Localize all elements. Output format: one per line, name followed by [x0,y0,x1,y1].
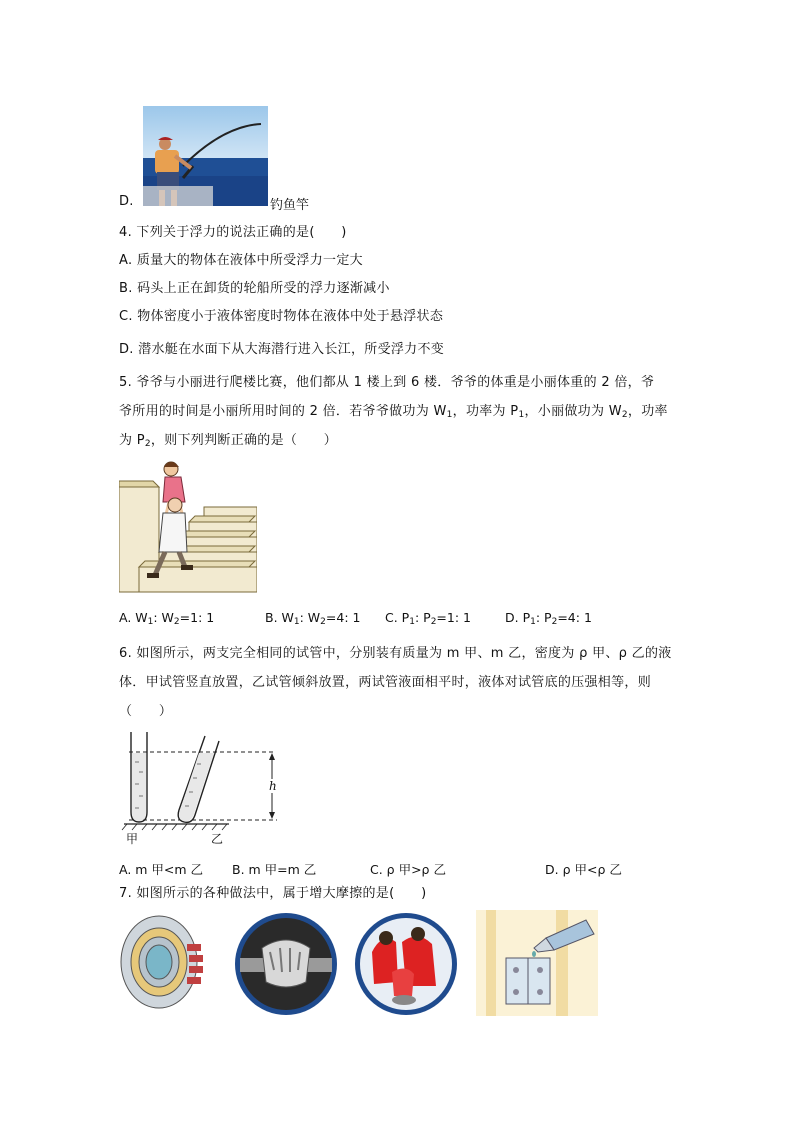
q6-stem-line2: 体．甲试管竖直放置，乙试管倾斜放置，两试管液面相平时，液体对试管底的压强相等，则 [119,675,652,690]
q5-option-d: D. $P_1$: $P_2=4$: 1 [505,610,592,627]
curling-image [352,912,460,1016]
q6-stem-line1: 6. 如图所示，两支完全相同的试管中，分别装有质量为 m 甲、m 乙，密度为 ρ 甲、ρ 乙的液 [119,646,672,661]
q5-option-a: A. $W_1$: $W_2=1$: 1 [119,610,215,627]
q5-stem-line2: 爷所用的时间是小丽所用时间的 2 倍．若爷爷做功为 $W_1$，功率为 $P_1$，小丽做功为 $W_2$，功率 [119,404,668,420]
q6-option-b: B. m 甲=m 乙 [232,862,317,877]
q5-stem-line3: 为 $P_2$，则下列判断正确的是（ ） [119,433,338,449]
q7-stem: 7. 如图所示的各种做法中，属于增大摩擦的是( ) [119,886,427,901]
tube-label-jia: 甲 [126,832,139,846]
tube-label-yi: 乙 [211,832,224,846]
q4-option-c: C. 物体密度小于液体密度时物体在液体中处于悬浮状态 [119,309,444,324]
q5-stem-line1: 5. 爷爷与小丽进行爬楼比赛，他们都从 1 楼上到 6 楼．爷爷的体重是小丽体重的 2 倍，爷 [119,375,655,390]
q6-stem-line3: （ ） [119,704,173,719]
stairs-figure [119,457,257,597]
q3-option-d-text: 钓鱼竿 [270,198,310,213]
q6-option-d: D. ρ 甲<ρ 乙 [545,862,622,877]
q6-option-a: A. m 甲<m 乙 [119,862,204,877]
q5-option-c: C. $P_1$: $P_2=1$: 1 [385,610,471,627]
q4-option-b: B. 码头上正在卸货的轮船所受的浮力逐渐减小 [119,281,390,296]
fishing-photo [143,106,268,206]
q3-option-d-label: D. [119,194,134,209]
grip-hands-image [232,912,340,1016]
q5-option-b: B. $W_1$: $W_2=4$: 1 [265,610,361,627]
height-label: h [269,779,277,793]
q4-option-d: D. 潜水艇在水面下从大海潜行进入长江，所受浮力不变 [119,342,445,357]
hinge-oil-image [476,910,598,1016]
test-tubes-figure [119,732,289,847]
q4-stem: 4. 下列关于浮力的说法正确的是( ) [119,225,347,240]
ball-bearing-image [119,910,209,1015]
q6-option-c: C. ρ 甲>ρ 乙 [370,862,446,877]
q4-option-a: A. 质量大的物体在液体中所受浮力一定大 [119,253,363,268]
